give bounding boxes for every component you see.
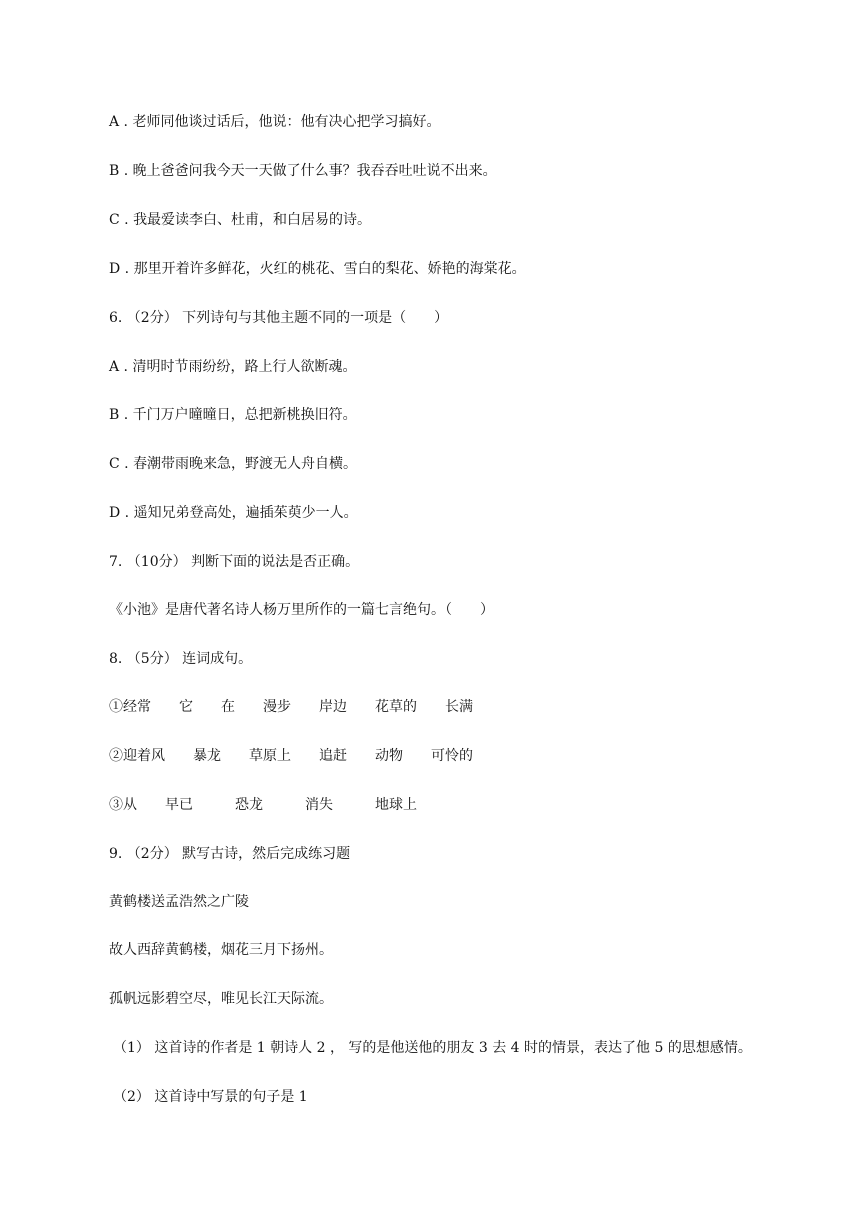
poem-title: 黄鹤楼送孟浩然之广陵 — [109, 894, 249, 910]
option-6b: B . 千门万户曈曈日，总把新桃换旧符。 — [109, 407, 357, 423]
poem-line-1: 故人西辞黄鹤楼，烟花三月下扬州。 — [109, 942, 333, 958]
sub-question-1: （1） 这首诗的作者是 1 朝诗人 2 ， 写的是他送他的朋友 3 去 4 时的情景，表达了他 5 的思想感情。 — [113, 1040, 752, 1056]
option-5d: D . 那里开着许多鲜花，火红的桃花、雪白的梨花、娇艳的海棠花。 — [109, 261, 526, 277]
word-group-2: ②迎着风 暴龙 草原上 追赶 动物 可怜的 — [109, 748, 473, 764]
question-7-statement: 《小池》是唐代著名诗人杨万里所作的一篇七言绝句。（ ） — [109, 602, 494, 618]
question-7: 7. （10分） 判断下面的说法是否正确。 — [109, 554, 360, 570]
poem-line-2: 孤帆远影碧空尽，唯见长江天际流。 — [109, 991, 333, 1007]
question-9: 9. （2分） 默写古诗，然后完成练习题 — [109, 846, 351, 862]
option-6c: C . 春潮带雨晚来急，野渡无人舟自横。 — [109, 456, 358, 472]
option-6a: A . 清明时节雨纷纷，路上行人欲断魂。 — [109, 359, 357, 375]
option-6d: D . 遥知兄弟登高处，遍插茱萸少一人。 — [109, 505, 358, 521]
question-8: 8. （5分） 连词成句。 — [109, 651, 253, 667]
question-6: 6. （2分） 下列诗句与其他主题不同的一项是（ ） — [109, 310, 449, 326]
word-group-1: ①经常 它 在 漫步 岸边 花草的 长满 — [109, 699, 473, 715]
option-5a: A . 老师同他谈过话后，他说：他有决心把学习搞好。 — [109, 114, 441, 130]
option-5c: C . 我最爱读李白、杜甫，和白居易的诗。 — [109, 212, 372, 228]
sub-question-2: （2） 这首诗中写景的句子是 1 — [113, 1089, 308, 1105]
option-5b: B . 晚上爸爸问我今天一天做了什么事？我吞吞吐吐说不出来。 — [109, 163, 497, 179]
word-group-3: ③从 早已 恐龙 消失 地球上 — [109, 797, 417, 813]
